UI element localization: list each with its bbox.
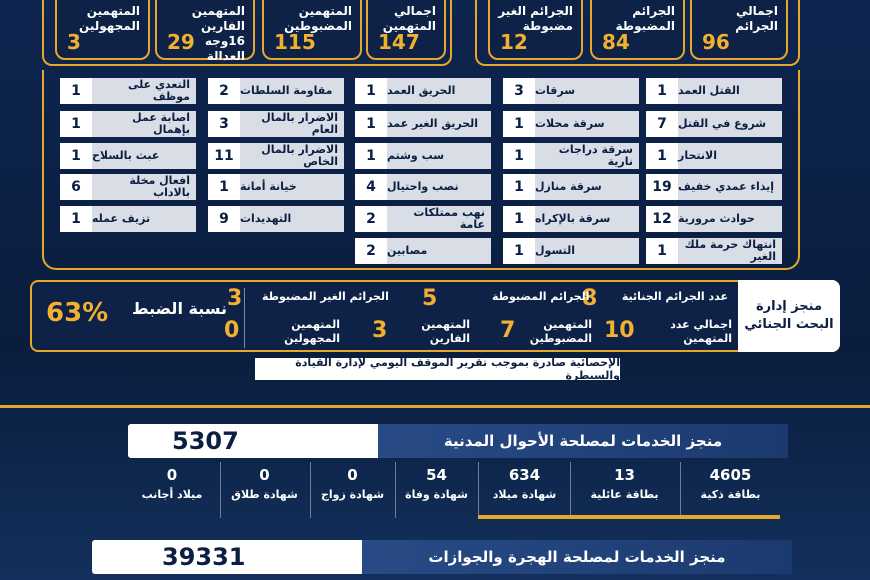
crime-count: 7 [646,111,678,137]
crime-name: حوادث مرورية [678,206,782,232]
stat-card-total-accused [366,0,446,60]
crime-name: التسول [535,238,639,264]
crime-row [646,78,782,104]
caught-accused-value: 7 [500,318,516,343]
crime-count: 2 [208,78,240,104]
crime-count: 6 [60,174,92,200]
crime-row [503,111,639,137]
crime-count: 1 [503,238,535,264]
crime-row [60,143,196,169]
passports-title: منجز الخدمات لمصلحة الهجرة والجوازات [362,540,792,574]
crime-count: 1 [60,143,92,169]
stat-card-value: 3 [67,30,81,54]
crime-name: القتل العمد [678,78,782,104]
stat-card-label: المتهمين الفارين 16وجه العدالة [191,4,245,63]
passports-bar [92,540,792,574]
crime-count: 1 [355,143,387,169]
crime-row [208,111,344,137]
crime-row [60,111,196,137]
stat-card-caught-accused [262,0,362,60]
crime-row [646,206,782,232]
rate-divider [244,288,245,348]
crime-name: افعال مخلة بالاداب [92,174,196,200]
stat-card-value: 147 [378,30,420,54]
civil-item [570,462,678,518]
crime-count: 1 [60,206,92,232]
civil-item-value: 634 [508,466,541,484]
crime-name: مصابين [387,238,491,264]
crime-row [355,78,491,104]
civil-item-label: بطاقة عائلية [590,488,659,501]
civil-item-label: بطاقة ذكية [700,488,761,501]
rate-label: نسبة الضبط [132,299,228,318]
crime-name: الانتحار [678,143,782,169]
civil-item [125,462,219,518]
stat-card-label: اجمالي المتهمين [382,4,436,33]
crime-row [208,78,344,104]
civil-item [680,462,780,518]
civil-item [220,462,308,518]
stat-card-value: 96 [702,30,730,54]
passports-total: 39331 [162,543,246,571]
crime-count: 1 [503,206,535,232]
crime-count: 2 [355,206,387,232]
crime-row [60,78,196,104]
crime-name: سرقة منازل [535,174,639,200]
civil-item-value: 54 [426,466,447,484]
crime-row [208,174,344,200]
crime-name: سرقة بالإكراه [535,206,639,232]
civil-item-label: شهادة زواج [320,488,385,501]
civil-underline [478,515,780,519]
crime-count: 1 [646,78,678,104]
crime-name: عبث بالسلاح [92,143,196,169]
civil-item [478,462,570,518]
crime-name: شروع في القتل [678,111,782,137]
crime-row [60,174,196,200]
crime-row [503,238,639,264]
crime-count: 19 [646,174,678,200]
civil-item [395,462,477,518]
crime-count: 3 [503,78,535,104]
caught-crimes-value: 5 [422,286,438,311]
criminal-investigation-summary [30,280,840,352]
crime-count: 1 [503,174,535,200]
crime-name: التهديدات [240,206,344,232]
civil-item-label: شهادة ميلاد [492,488,557,501]
civil-item-label: شهادة طلاق [231,488,298,501]
crime-row [208,143,344,169]
crime-name: خيانة أمانة [240,174,344,200]
civil-title: منجز الخدمات لمصلحة الأحوال المدنية [378,424,788,458]
crime-count: 1 [503,111,535,137]
crime-name: إيذاء عمدي خفيف [678,174,782,200]
crime-row [503,174,639,200]
rate-value: 63% [46,298,109,328]
civil-item-value: 0 [259,466,270,484]
crime-name: مقاومة السلطات [240,78,344,104]
crime-name: سرقة دراجات نارية [535,143,639,169]
crime-row [646,111,782,137]
crime-count: 1 [208,174,240,200]
crime-name: سرقات [535,78,639,104]
crime-count: 3 [208,111,240,137]
crime-row [503,143,639,169]
crime-name: نهب ممتلكات عامة [387,206,491,232]
uncaught-crimes-label: الجرائم الغير المضبوطة [262,290,389,303]
crime-count: 1 [60,111,92,137]
crime-row [503,78,639,104]
stat-card-value: 29 [167,30,195,54]
crime-name: انتهاك حرمة ملك الغير [678,238,782,264]
crime-row [355,174,491,200]
civil-item-value: 0 [347,466,358,484]
unknown-label: المتهمين المجهولين [284,318,340,345]
crime-count: 9 [208,206,240,232]
crime-row [503,206,639,232]
stat-card-unknown-accused [55,0,150,60]
stat-card-label: الجرائم المضبوطة [615,4,675,33]
crime-name: الحريق الغير عمد [387,111,491,137]
stat-card-value: 12 [500,30,528,54]
crime-name: سرقة محلات [535,111,639,137]
stat-card-value: 84 [602,30,630,54]
crime-row [646,238,782,264]
crime-count: 12 [646,206,678,232]
stat-card-uncaught-crimes [488,0,583,60]
crime-name: تزيف عمله [92,206,196,232]
crime-name: نصب واحتيال [387,174,491,200]
crime-name: سب وشتم [387,143,491,169]
stat-card-label: المتهمين المضبوطين [284,4,352,33]
civil-item-value: 4605 [709,466,752,484]
civil-status-bar [128,424,788,458]
source-note: الإحصائية صادرة بموجب تقرير الموقف اليومي لإدارة القيادة والسيطرة [255,358,620,380]
crime-name: اصابة عمل بإهمال [92,111,196,137]
crimes-count-value: 8 [582,286,598,311]
crime-count: 1 [355,78,387,104]
crime-name: التعدي على موظف [92,78,196,104]
crime-count: 1 [646,143,678,169]
crime-row [646,143,782,169]
crime-count: 1 [503,143,535,169]
crime-count: 2 [355,238,387,264]
crimes-count-label: عدد الجرائم الجنائية [621,290,728,303]
fugitive-label: المتهمين الفارين [421,318,470,345]
civil-item-value: 13 [614,466,635,484]
fugitive-value: 3 [372,318,388,343]
stat-card-total-crimes [690,0,788,60]
crime-name: الحريق العمد [387,78,491,104]
crime-row [355,206,491,232]
stat-card-label: اجمالي الجرائم [735,4,778,33]
caught-crimes-label: الجرائم المضبوطة [492,290,590,303]
civil-item-value: 0 [166,466,178,484]
crime-count: 1 [355,111,387,137]
crime-name: الاضرار بالمال الخاص [240,143,344,169]
crime-count: 1 [646,238,678,264]
crime-name: الاضرار بالمال العام [240,111,344,137]
uncaught-crimes-value: 3 [227,286,243,311]
stat-card-value: 115 [274,30,316,54]
crime-row [355,238,491,264]
civil-item-label: شهادة وفاة [405,488,468,501]
crime-row [355,111,491,137]
total-accused-value: 10 [604,318,635,343]
unknown-value: 0 [224,318,240,343]
stat-card-fugitive-accused [155,0,255,63]
caught-accused-label: المتهمين المضبوطين [529,318,592,345]
crime-count: 4 [355,174,387,200]
crime-row [60,206,196,232]
stat-card-label: الجرائم الغير مضبوطة [498,4,573,33]
civil-total: 5307 [172,427,239,455]
crime-count: 1 [60,78,92,104]
summary-title: منجز إدارة البحث الجنائي [738,280,840,352]
crime-row [355,143,491,169]
crime-row [646,174,782,200]
civil-item [310,462,394,518]
crime-count: 11 [208,143,240,169]
stat-card-caught-crimes [590,0,685,60]
total-accused-label: اجمالي عدد المتهمين [670,318,732,345]
crime-row [208,206,344,232]
civil-item-label: ميلاد أجانب [141,488,203,501]
stat-card-label: المتهمين المجهولين [79,4,140,33]
divider-line [0,405,870,408]
